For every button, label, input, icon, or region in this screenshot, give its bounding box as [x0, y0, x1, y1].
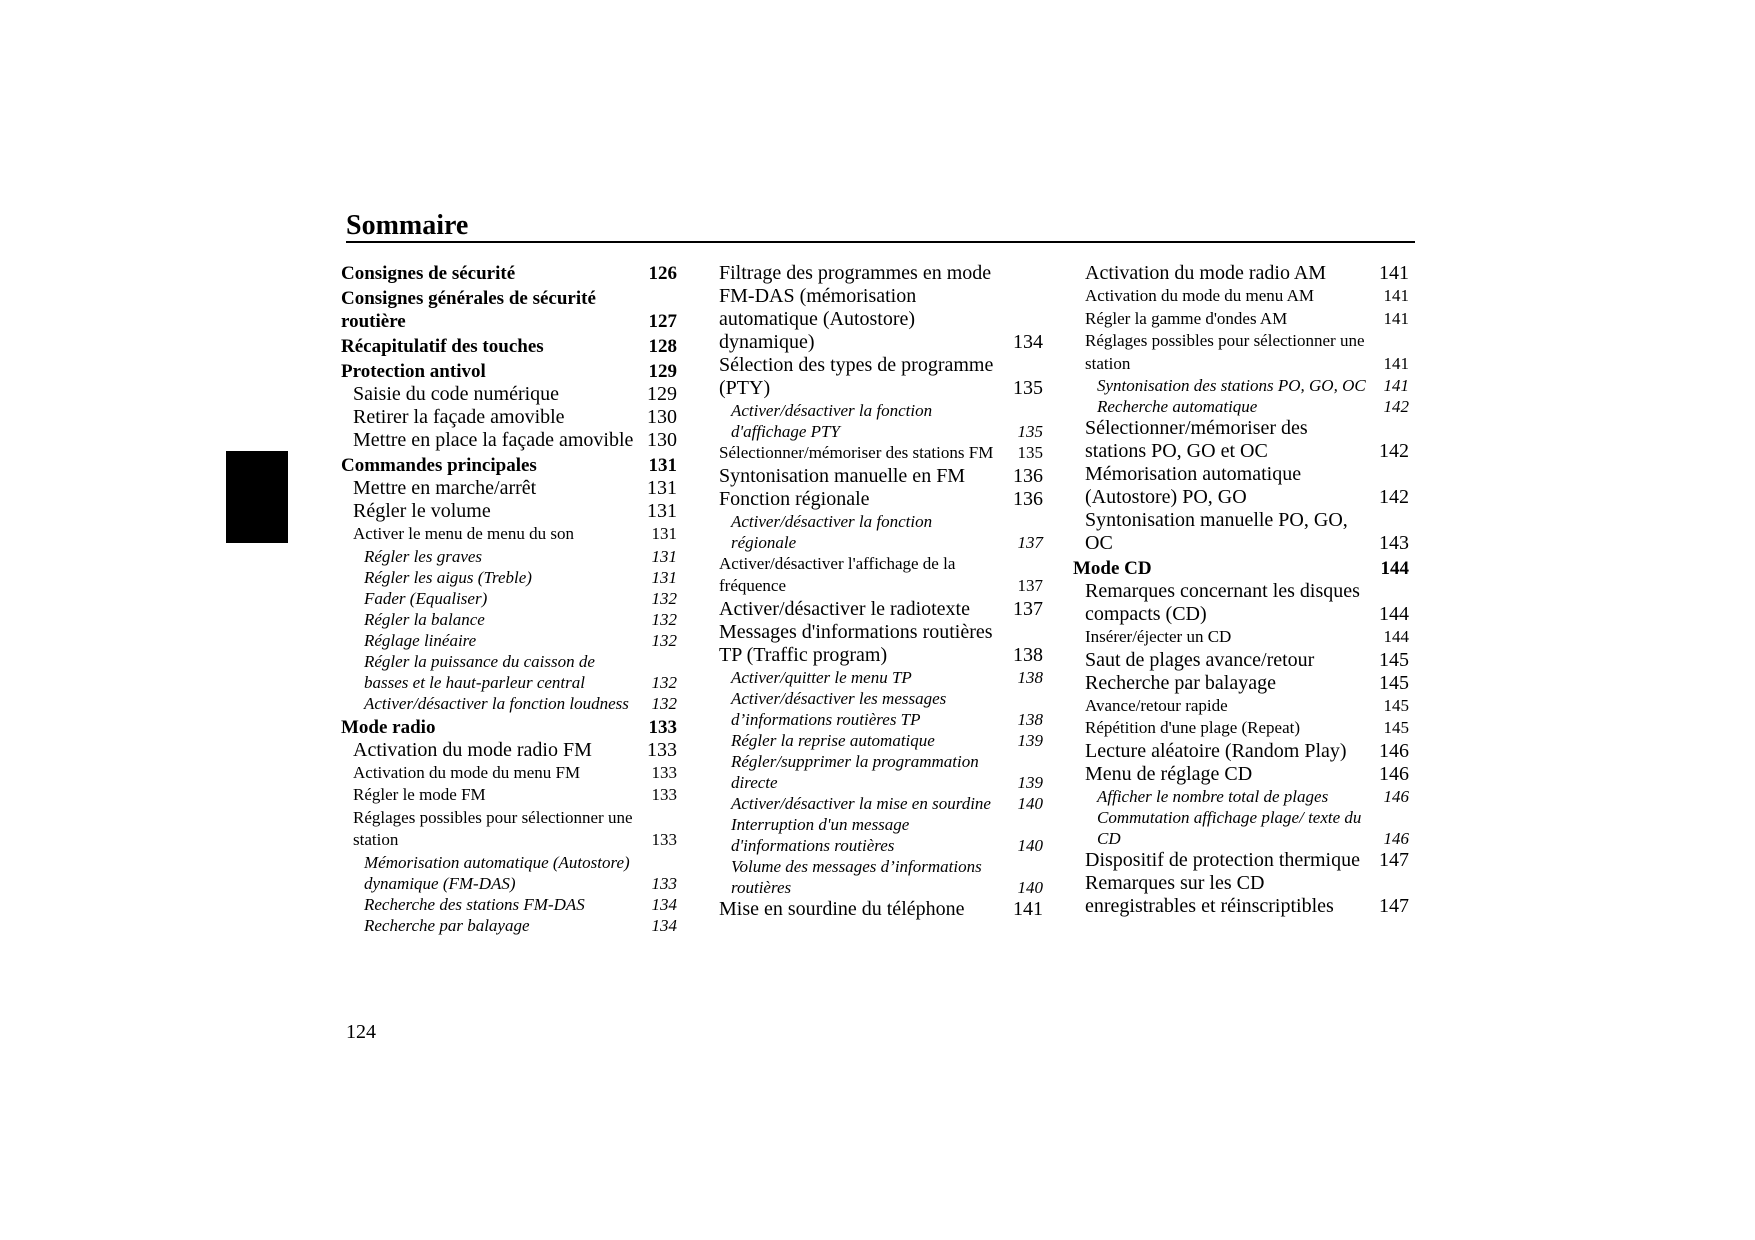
toc-entry: [719, 793, 1043, 814]
toc-entry: [1073, 580, 1409, 626]
toc-entry-title: Filtrage des programmes en mode FM-DAS (mémorisation automatique (Autostore) dynamique): [719, 262, 992, 353]
toc-entry-page: 147: [1379, 894, 1409, 917]
toc-entry-title: Syntonisation manuelle en FM: [719, 464, 966, 487]
toc-entry: [719, 262, 1043, 354]
toc-entry-page: 133: [651, 762, 677, 782]
toc-entry-page: 131: [651, 546, 677, 566]
toc-entry: [341, 262, 677, 285]
toc-entry: [1073, 695, 1409, 718]
toc-entry-page: 135: [1013, 377, 1043, 399]
toc-entry: [341, 360, 677, 383]
toc-entry: [1073, 463, 1409, 509]
toc-entry-page: 137: [1017, 576, 1043, 595]
toc-entry-page: 136: [1013, 464, 1043, 487]
toc-entry-page: 142: [1379, 486, 1409, 508]
toc-entry-page: 141: [1383, 308, 1409, 328]
toc-entry: [719, 488, 1043, 511]
toc-entry: [341, 523, 677, 546]
toc-entry-page: 146: [1383, 828, 1409, 848]
toc-entry-title: Régler la puissance du caisson de basses et le haut-parleur central: [364, 651, 595, 692]
toc-entry: [341, 588, 677, 609]
toc-entry: [1073, 807, 1409, 849]
toc-entry: [1073, 285, 1409, 308]
toc-entry-title: Activer/désactiver la mise en sourdine: [731, 793, 991, 813]
toc-entry-title: Menu de réglage CD: [1085, 762, 1253, 785]
toc-entry-title: Mise en sourdine du téléphone: [719, 897, 965, 920]
toc-entry: [1073, 717, 1409, 740]
toc-entry: [1073, 626, 1409, 649]
toc-entry-title: Volume des messages d’informations routières: [731, 856, 982, 897]
toc-entry-title: Fader (Equaliser): [364, 588, 488, 608]
toc-entry-title: Régler le mode FM: [353, 785, 486, 804]
toc-entry-title: Remarques concernant les disques compacts (CD): [1085, 580, 1360, 625]
toc-entry-page: 141: [1383, 376, 1409, 395]
toc-entry-title: Protection antivol: [341, 361, 486, 382]
toc-entry-page: 141: [1379, 262, 1409, 284]
toc-entry-page: 141: [1383, 286, 1409, 305]
toc-entry-page: 137: [1017, 532, 1043, 552]
toc-entry-page: 144: [1380, 558, 1409, 579]
toc-entry-page: 132: [651, 609, 677, 629]
toc-entry-page: 138: [1017, 709, 1043, 729]
toc-entry-title: Mémorisation automatique (Autostore) PO, GO: [1085, 463, 1302, 508]
toc-entry: [341, 630, 677, 651]
toc-entry-page: 144: [1383, 627, 1409, 646]
toc-entry-page: 136: [1013, 487, 1043, 510]
toc-entry-title: Dispositif de protection thermique: [1085, 848, 1360, 871]
toc-entry-page: 131: [647, 477, 677, 499]
toc-entry-title: Recherche par balayage: [364, 915, 530, 935]
chapter-tab-marker: [226, 451, 288, 543]
toc-entry: [1073, 740, 1409, 763]
toc-entry-title: Sélection des types de programme (PTY): [719, 354, 994, 399]
toc-entry-title: Retirer la façade amovible: [353, 406, 565, 428]
toc-entry: [341, 567, 677, 588]
toc-entry-page: 132: [651, 693, 677, 713]
toc-entry-page: 134: [1013, 331, 1043, 353]
toc-entry: [341, 429, 677, 452]
toc-entry-title: Régler la balance: [364, 609, 485, 629]
toc-entry-page: 145: [1383, 718, 1409, 737]
toc-entry: [719, 751, 1043, 793]
toc-entry-title: Insérer/éjecter un CD: [1085, 627, 1232, 646]
toc-column-2: [719, 262, 1043, 921]
toc-entry-title: Mode CD: [1073, 558, 1152, 579]
toc-entry-page: 135: [1017, 422, 1043, 441]
toc-entry-page: 133: [651, 785, 677, 804]
toc-entry: [719, 354, 1043, 400]
toc-entry-page: 135: [1017, 443, 1043, 462]
toc-entry-page: 132: [651, 630, 677, 650]
toc-entry: [341, 287, 677, 333]
toc-entry-title: Saut de plages avance/retour: [1085, 648, 1315, 671]
toc-entry: [1073, 417, 1409, 463]
toc-entry-title: Activer/quitter le menu TP: [731, 667, 912, 687]
toc-entry-title: Répétition d'une plage (Repeat): [1085, 718, 1301, 737]
toc-entry-title: Lecture aléatoire (Random Play): [1085, 739, 1347, 762]
toc-entry: [719, 598, 1043, 621]
toc-entry-title: Mémorisation automatique (Autostore) dynamique (FM-DAS): [364, 852, 630, 893]
toc-entry-title: Syntonisation des stations PO, GO, OC: [1097, 376, 1366, 395]
toc-entry-title: Recherche par balayage: [1085, 671, 1276, 694]
toc-entry-page: 130: [647, 406, 677, 428]
toc-entry-title: Activer/désactiver les messages d’informations routières TP: [731, 688, 947, 729]
toc-entry-title: Afficher le nombre total de plages: [1097, 786, 1329, 806]
toc-entry-title: Récapitulatif des touches: [341, 336, 544, 357]
toc-entry-title: Mettre en place la façade amovible: [353, 429, 634, 451]
toc-entry-title: Consignes générales de sécurité routière: [341, 288, 596, 332]
toc-entry-title: Avance/retour rapide: [1085, 695, 1228, 715]
toc-entry-title: Consignes de sécurité: [341, 263, 516, 284]
toc-entry-page: 133: [651, 830, 677, 849]
toc-entry-page: 146: [1383, 786, 1409, 806]
toc-entry: [719, 400, 1043, 442]
toc-entry-page: 145: [1379, 671, 1409, 694]
toc-entry-title: Régler le volume: [353, 500, 491, 522]
toc-entry: [1073, 509, 1409, 555]
toc-entry: [341, 807, 677, 852]
toc-entry-page: 146: [1379, 762, 1409, 785]
toc-entry: [1073, 375, 1409, 396]
toc-entry: [1073, 872, 1409, 918]
toc-entry-page: 138: [1013, 643, 1043, 666]
toc-entry-page: 139: [1017, 730, 1043, 750]
toc-entry-title: Activation du mode radio FM: [353, 738, 592, 761]
toc-entry-page: 140: [1017, 877, 1043, 897]
toc-entry-title: Régler la reprise automatique: [731, 730, 935, 750]
toc-entry-page: 139: [1017, 772, 1043, 792]
toc-entry-title: Activation du mode du menu FM: [353, 762, 581, 782]
toc-entry-title: Interruption d'un message d'informations routières: [731, 814, 910, 855]
toc-entry: [719, 688, 1043, 730]
toc-entry-title: Activer/désactiver l'affichage de la fréquence: [719, 553, 956, 595]
toc-entry: [341, 383, 677, 406]
toc-entry-page: 127: [648, 311, 677, 332]
toc-entry: [1073, 396, 1409, 417]
toc-entry: [341, 651, 677, 693]
toc-entry: [341, 477, 677, 500]
toc-entry: [341, 454, 677, 477]
toc-entry: [341, 546, 677, 567]
toc-entry-page: 133: [651, 873, 677, 893]
toc-entry-title: Fonction régionale: [719, 487, 870, 510]
page-title: Sommaire: [346, 210, 469, 241]
toc-entry-title: Activer/désactiver la fonction loudness: [364, 693, 629, 713]
toc-entry-page: 147: [1379, 848, 1409, 871]
toc-entry-page: 131: [648, 455, 677, 476]
toc-entry-page: 137: [1013, 597, 1043, 620]
toc-entry: [719, 553, 1043, 598]
toc-entry-page: 133: [648, 716, 677, 738]
toc-entry-page: 132: [651, 672, 677, 692]
toc-entry-page: 142: [1379, 440, 1409, 462]
toc-entry-page: 144: [1379, 603, 1409, 625]
toc-entry-title: Recherche automatique: [1097, 397, 1258, 416]
toc-entry-page: 132: [651, 588, 677, 608]
toc-column-3: [1073, 262, 1409, 918]
toc-entry-page: 145: [1379, 648, 1409, 671]
toc-entry-page: 142: [1383, 397, 1409, 416]
toc-entry-title: Sélectionner/mémoriser des stations PO, GO et OC: [1085, 417, 1308, 462]
toc-entry: [1073, 849, 1409, 872]
toc-entry-title: Activation du mode radio AM: [1085, 262, 1327, 284]
toc-entry-title: Messages d'informations routières TP (Traffic program): [719, 620, 993, 666]
toc-entry-title: Remarques sur les CD enregistrables et réinscriptibles: [1085, 871, 1334, 917]
toc-entry-title: Sélectionner/mémoriser des stations FM: [719, 443, 994, 462]
toc-entry: [1073, 330, 1409, 375]
toc-entry: [1073, 763, 1409, 786]
toc-entry: [341, 894, 677, 915]
toc-entry-page: 131: [651, 524, 677, 543]
toc-entry: [341, 406, 677, 429]
toc-entry: [341, 609, 677, 630]
toc-entry-page: 141: [1013, 897, 1043, 920]
toc-entry: [341, 335, 677, 358]
toc-entry-page: 138: [1017, 667, 1043, 687]
toc-entry-title: Saisie du code numérique: [353, 383, 560, 405]
toc-entry-page: 140: [1017, 793, 1043, 813]
toc-entry-title: Régler les aigus (Treble): [364, 567, 532, 587]
toc-entry-title: Mettre en marche/arrêt: [353, 477, 537, 499]
toc-entry: [1073, 649, 1409, 672]
toc-entry-title: Activer/désactiver la fonction régionale: [731, 511, 933, 552]
toc-entry-page: 129: [648, 361, 677, 382]
toc-entry: [1073, 262, 1409, 285]
toc-entry-page: 143: [1379, 532, 1409, 554]
toc-entry: [1073, 308, 1409, 331]
toc-entry-page: 131: [651, 567, 677, 587]
toc-entry-page: 128: [648, 336, 677, 357]
toc-entry: [341, 762, 677, 785]
toc-entry-title: Réglage linéaire: [364, 630, 477, 650]
toc-entry-page: 140: [1017, 835, 1043, 855]
toc-entry: [341, 716, 677, 739]
toc-entry-page: 145: [1383, 695, 1409, 715]
toc-entry-title: Activer/désactiver le radiotexte: [719, 597, 970, 620]
toc-entry: [719, 442, 1043, 465]
toc-entry-title: Mode radio: [341, 716, 436, 738]
toc-entry: [341, 915, 677, 936]
toc-entry-title: Activation du mode du menu AM: [1085, 286, 1315, 305]
toc-entry: [719, 465, 1043, 488]
toc-entry: [341, 784, 677, 807]
toc-entry-page: 134: [651, 894, 677, 914]
toc-entry-title: Syntonisation manuelle PO, GO, OC: [1085, 509, 1348, 554]
toc-entry: [719, 898, 1043, 921]
page-number: 124: [346, 1021, 376, 1043]
toc-entry-title: Recherche des stations FM-DAS: [364, 894, 585, 914]
toc-entry: [719, 621, 1043, 667]
toc-entry-page: 133: [647, 738, 677, 761]
toc-entry-page: 141: [1383, 353, 1409, 373]
toc-entry-page: 146: [1379, 739, 1409, 762]
toc-entry: [719, 730, 1043, 751]
toc-entry-page: 129: [647, 383, 677, 405]
toc-column-1: [341, 262, 677, 936]
toc-entry: [719, 814, 1043, 856]
toc-entry: [719, 667, 1043, 688]
toc-entry: [719, 856, 1043, 898]
toc-entry: [1073, 557, 1409, 580]
toc-entry-title: Activer le menu de menu du son: [353, 524, 574, 543]
toc-entry: [1073, 672, 1409, 695]
title-rule: [346, 241, 1415, 243]
toc-entry: [341, 500, 677, 523]
toc-entry: [719, 511, 1043, 553]
toc-entry-page: 126: [648, 263, 677, 284]
toc-entry-page: 130: [647, 429, 677, 451]
toc-entry-page: 131: [647, 500, 677, 522]
toc-entry-title: Régler/supprimer la programmation directe: [731, 751, 979, 792]
toc-entry: [1073, 786, 1409, 807]
toc-entry: [341, 852, 677, 894]
toc-entry-title: Régler la gamme d'ondes AM: [1085, 308, 1288, 328]
toc-entry-title: Réglages possibles pour sélectionner une station: [353, 807, 633, 849]
toc-entry: [341, 739, 677, 762]
toc-entry-title: Réglages possibles pour sélectionner une station: [1085, 331, 1365, 373]
toc-entry-title: Régler les graves: [364, 546, 483, 566]
toc-entry-title: Commandes principales: [341, 455, 537, 476]
toc-entry-title: Commutation affichage plage/ texte du CD: [1097, 807, 1362, 848]
toc-entry: [341, 693, 677, 714]
toc-entry-page: 134: [651, 915, 677, 935]
toc-entry-title: Activer/désactiver la fonction d'affichage PTY: [731, 401, 933, 441]
